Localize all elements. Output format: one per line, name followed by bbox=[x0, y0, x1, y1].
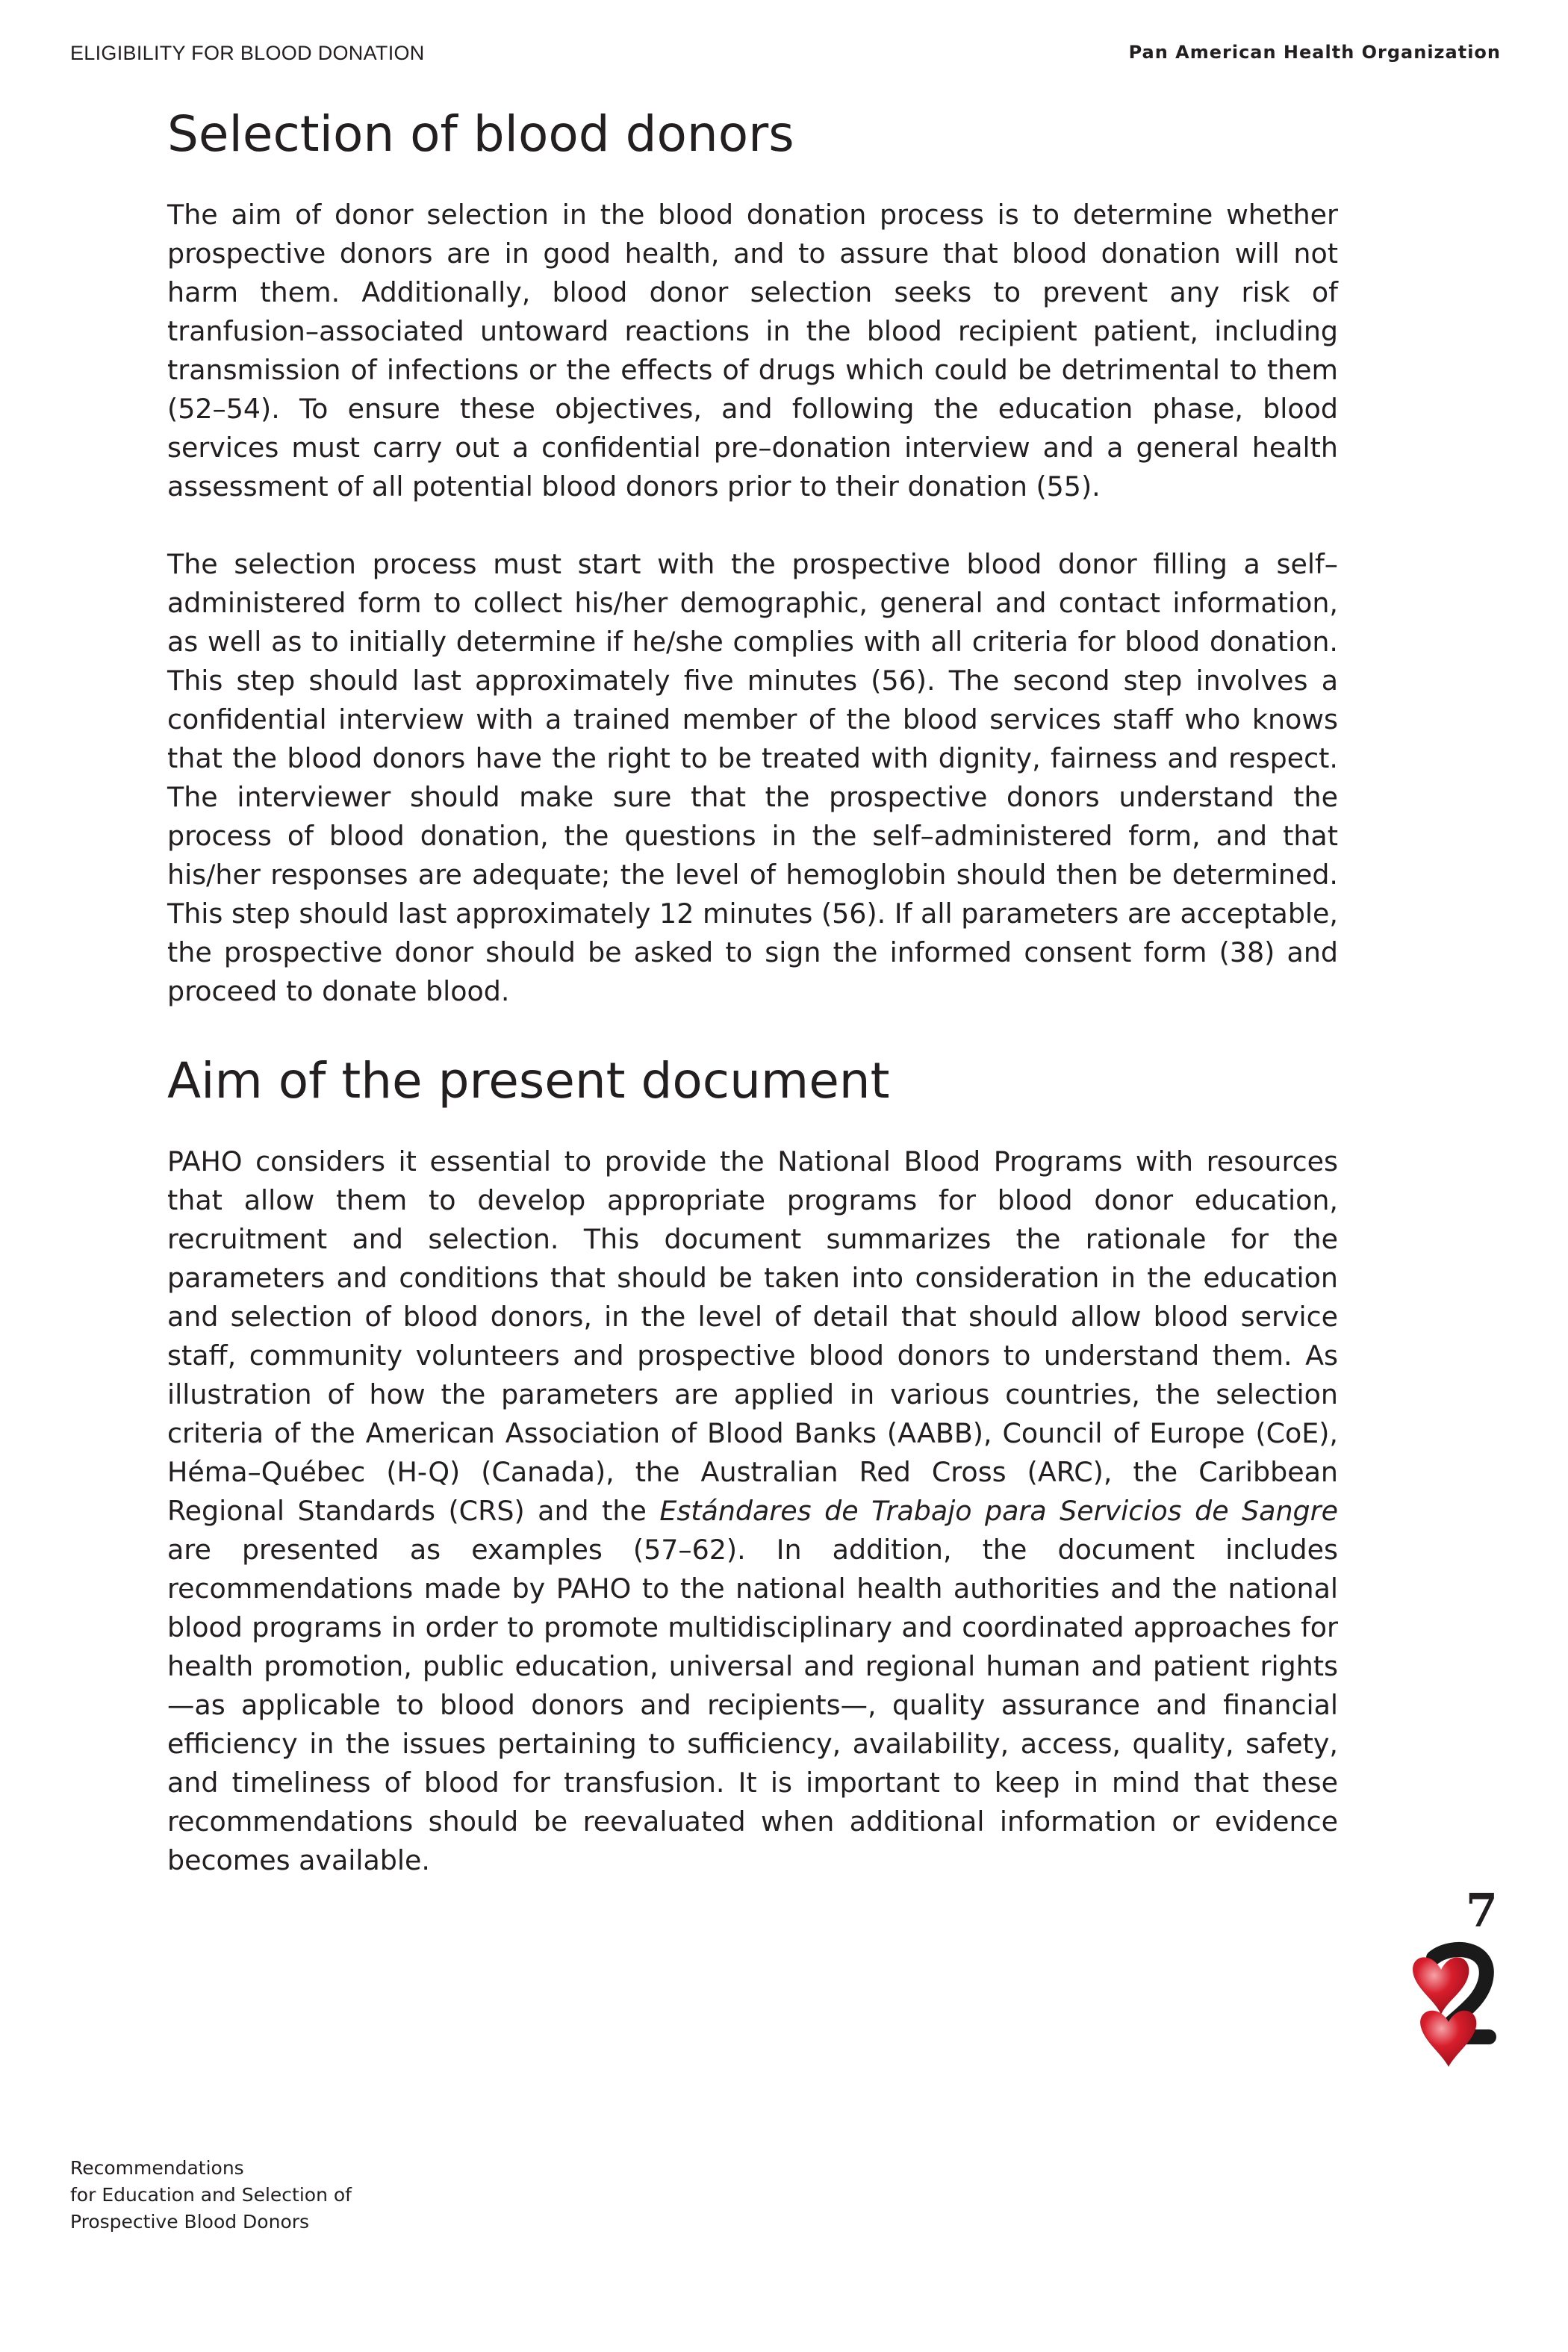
footer-line: Prospective Blood Donors bbox=[70, 2211, 310, 2233]
page-number: 7 bbox=[1465, 1883, 1498, 1938]
section-heading-aim: Aim of the present document bbox=[167, 1052, 890, 1110]
paragraph-aim bbox=[167, 1142, 1338, 1880]
section-heading-selection: Selection of blood donors bbox=[167, 105, 794, 163]
running-header-title: ELIGIBILITY FOR BLOOD DONATION bbox=[70, 42, 425, 64]
footer-line: Recommendations bbox=[70, 2157, 244, 2179]
footer-publication-title bbox=[70, 2155, 352, 2236]
page-body bbox=[167, 103, 1338, 1880]
paragraph-aim-part-1: PAHO considers it essential to provide the National Blood Programs with resources that allow them to develop appropriate programs for blood donor education, recruitment and selection. This document summarizes the rationale for the parameters and conditions that should be taken into consideration in the education and selection of blood donors, in the level of detail that should allow blood service staff, community volunteers and prospective blood donors to understand them. As illustration of how the parameters are applied in various countries, the selection criteria of the American Association of Blood Banks (AABB), Council of Europe (CoE), Héma–Québec (H-Q) (Canada), the Australian Red Cross (ARC), the Caribbean Regional Standards (CRS) and the bbox=[167, 1145, 1338, 1527]
running-header-organization: Pan American Health Organization bbox=[1128, 42, 1501, 63]
footer-line: for Education and Selection of bbox=[70, 2184, 352, 2206]
paragraph-selection-2: The selection process must start with the prospective blood donor filling a self–administered form to collect his/her demographic, general and contact information, as well as to initially determine if he/she complies with all criteria for blood donation. This step should last approximately five minutes (56). The second step involves a confidential interview with a trained member of the blood services staff who knows that the blood donors have the right to be treated with dignity, fairness and respect. The interviewer should make sure that the prospective donors understand the process of blood donation, the questions in the self–administered form, and that his/her responses are adequate; the level of hemoglobin should then be determined. This step should last approximately 12 minutes (56). If all parameters are acceptable, the prospective donor should be asked to sign the informed consent form (38) and proceed to donate blood. bbox=[167, 548, 1338, 1007]
paragraph-aim-part-2: are presented as examples (57–62). In addition, the document includes recommendations made by PAHO to the national health authorities and the national blood programs in order to promote multidisciplinary and coordinated approaches for health promotion, public education, universal and regional human and patient rights —as applicable to blood donors and recipients—, quality assurance and financial efficiency in the issues pertaining to sufficiency, availability, access, quality, safety, and timeliness of blood for transfusion. It is important to keep in mind that these recommendations should be reevaluated when additional information or evidence becomes available. bbox=[167, 1534, 1338, 1876]
paragraph-aim-italic-title: Estándares de Trabajo para Servicios de Sangre bbox=[659, 1495, 1338, 1527]
paragraph-selection-1: The aim of donor selection in the blood donation process is to determine whether prospective donors are in good health, and to assure that blood donation will not harm them. Additionally, blood donor selection seeks to prevent any risk of tranfusion–associated untoward reactions in the blood recipient patient, including transmission of infections or the effects of drugs which could be detrimental to them (52–54). To ensure these objectives, and following the education phase, blood services must carry out a confidential pre–donation interview and a general health assessment of all potential blood donors prior to their donation (55). bbox=[167, 199, 1338, 503]
two-hearts-logo-icon bbox=[1411, 1941, 1501, 2076]
